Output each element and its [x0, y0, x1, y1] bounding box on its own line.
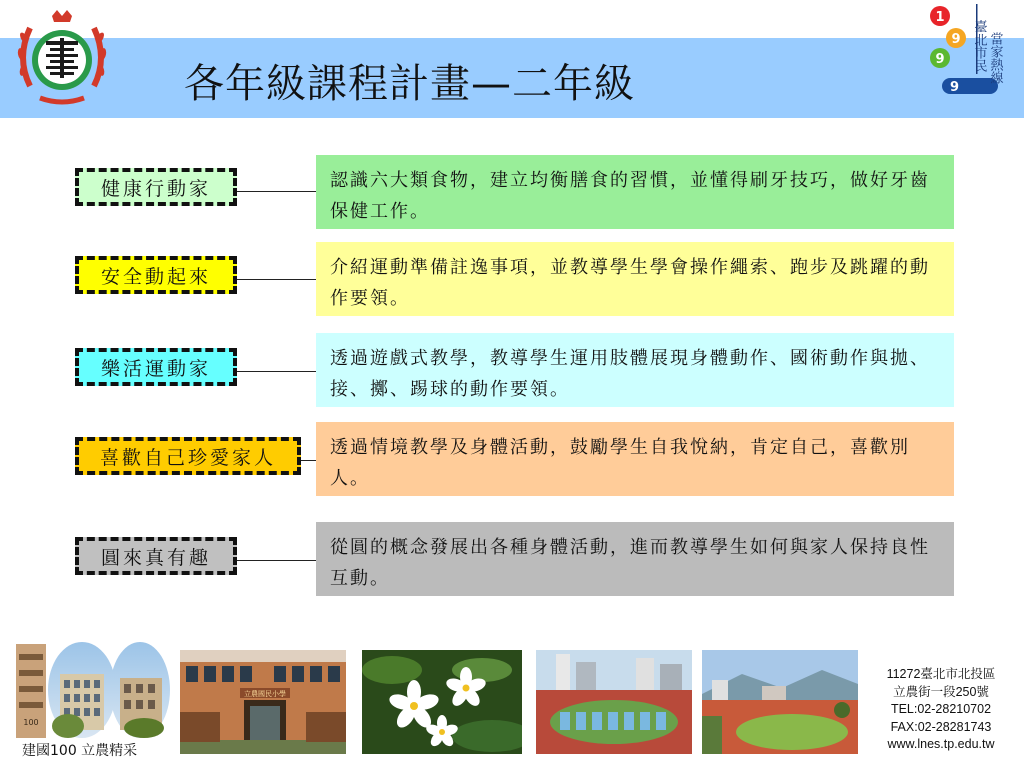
centennial-number: 100: [23, 718, 39, 727]
school-address: [866, 666, 1016, 754]
category-description-family: 透過情境教學及身體活動，鼓勵學生自我悅納，肯定自己，喜歡別人。: [316, 422, 954, 496]
phone-line: TEL:02-28210702: [890, 702, 992, 716]
hotline-text-1: 臺北市民: [971, 20, 987, 72]
centennial-100-logo: [16, 640, 170, 740]
address-line: 立農街一段250號: [893, 684, 989, 699]
hotline-digit-3: 9: [935, 52, 945, 67]
category-label-safety: 安全動起來: [75, 256, 237, 294]
category-label-sports: 樂活運動家: [75, 348, 237, 386]
connector-line: [301, 460, 316, 461]
building-sign: 立農國民小學: [244, 690, 286, 698]
centennial-caption: 建國100 立農精采: [22, 743, 138, 759]
hotline-digit-4: 9: [950, 80, 960, 95]
connector-line: [237, 191, 316, 192]
category-label-health: 健康行動家: [75, 168, 237, 206]
sports-field-photo: [536, 650, 692, 754]
category-description-health: 認識六大類食物，建立均衡膳食的習慣，並懂得刷牙技巧，做好牙齒保健工作。: [316, 155, 954, 229]
connector-line: [237, 560, 316, 561]
connector-line: [237, 279, 316, 280]
website-link[interactable]: www.lnes.tp.edu.tw: [887, 737, 995, 751]
connector-line: [237, 371, 316, 372]
playground-photo: [702, 650, 858, 754]
page-title: 各年級課程計畫—二年級: [184, 61, 635, 107]
hotline-1999-logo: [926, 2, 1012, 100]
hotline-digit-1: 1: [935, 10, 945, 25]
category-description-safety: 介紹運動準備註逸事項，並教導學生學會操作繩索、跑步及跳躍的動作要領。: [316, 242, 954, 316]
category-description-sports: 透過遊戲式教學，教導學生運用肢體展現身體動作、國術動作與拋、接、擲、踢球的動作要領。: [316, 333, 954, 407]
category-label-circle: 圓來真有趣: [75, 537, 237, 575]
address-line: 11272臺北市北投區: [886, 667, 996, 681]
hotline-digit-2: 9: [951, 32, 961, 47]
school-building-photo: [180, 650, 346, 754]
category-description-circle: 從圓的概念發展出各種身體活動，進而教導學生如何與家人保持良性互動。: [316, 522, 954, 596]
school-emblem-icon: [12, 8, 112, 108]
hotline-text-2: 當家熱線: [987, 32, 1003, 84]
category-label-family: 喜歡自己珍愛家人: [75, 437, 301, 475]
fax-line: FAX:02-28281743: [890, 719, 992, 734]
flower-photo: [362, 650, 522, 754]
